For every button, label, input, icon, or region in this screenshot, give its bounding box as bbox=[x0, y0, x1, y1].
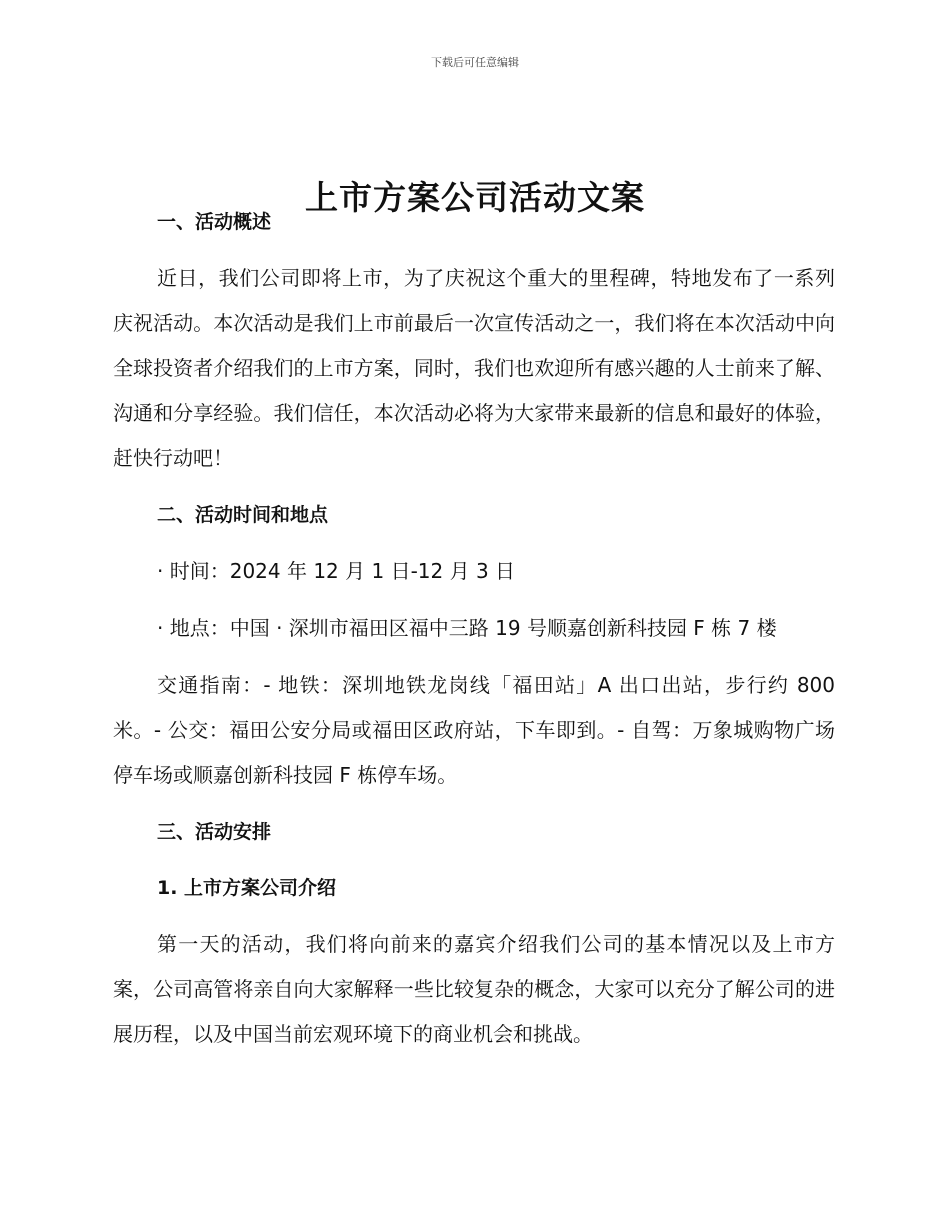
section-heading-overview: 一、活动概述 bbox=[157, 211, 272, 233]
place-line: · 地点：中国 · 深圳市福田区福中三路 19 号顺嘉创新科技园 F 栋 7 楼 bbox=[157, 616, 777, 640]
document-title: 上市方案公司活动文案 bbox=[305, 178, 645, 218]
document-body bbox=[113, 200, 835, 1057]
overview-paragraph: 近日，我们公司即将上市，为了庆祝这个重大的里程碑，特地发布了一系列庆祝活动。本次活动是我们上市前最后一次宣传活动之一，我们将在本次活动中向全球投资者介绍我们的上市方案，同时，我们也欢迎所有感兴趣的人士前来了解、沟通和分享经验。我们信任，本次活动必将为大家带来最新的信息和最好的体验，赶快行动吧！ bbox=[113, 266, 835, 470]
page-header-note: 下载后可任意编辑 bbox=[431, 56, 519, 69]
intro-paragraph: 第一天的活动，我们将向前来的嘉宾介绍我们公司的基本情况以及上市方案，公司高管将亲自向大家解释一些比较复杂的概念，大家可以充分了解公司的进展历程，以及中国当前宏观环境下的商业机会和挑战。 bbox=[113, 932, 835, 1046]
subsection-heading-intro: 1. 上市方案公司介绍 bbox=[157, 877, 337, 899]
section-heading-time-place: 二、活动时间和地点 bbox=[157, 504, 329, 526]
section-heading-schedule: 三、活动安排 bbox=[157, 821, 272, 843]
traffic-paragraph: 交通指南：- 地铁：深圳地铁龙岗线「福田站」A 出口出站，步行约 800 米。- 公交：福田公安分局或福田区政府站，下车即到。- 自驾：万象城购物广场停车场或顺嘉创新科技园 F 栋停车场。 bbox=[113, 673, 835, 787]
time-line: · 时间：2024 年 12 月 1 日-12 月 3 日 bbox=[157, 559, 516, 583]
